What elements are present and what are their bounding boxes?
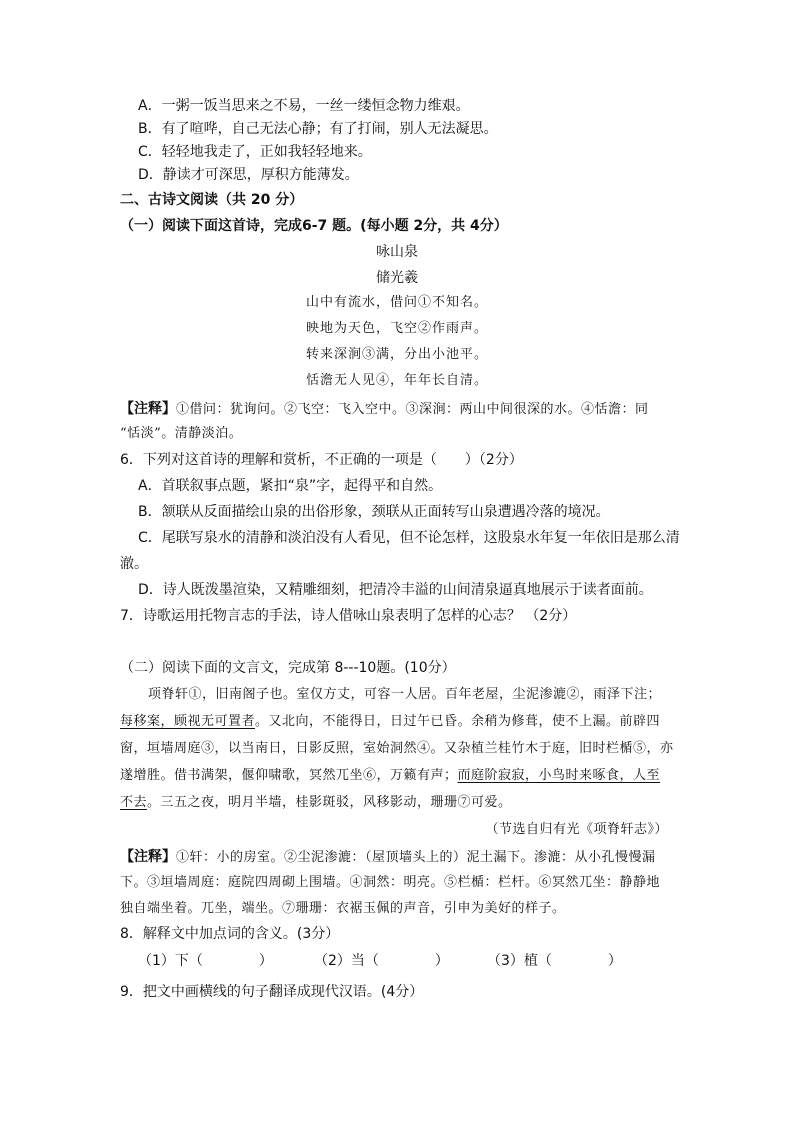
poem-note-text: ①借问：犹询问。②飞空：飞入空中。③深涧：两山中间很深的水。④恬澹：同 [176,402,649,417]
underlined-sentence-2: 而庭阶寂寂，小鸟时来啄食，人至 [457,768,661,783]
poem-note-line-1 [120,397,649,422]
poem-note-line-2: “恬淡”。清静淡泊。 [120,426,243,441]
poem-line-1: 山中有流水，借问①不知名。 [305,295,488,310]
note-label: 【注释】 [120,401,176,417]
q6-option-c: C．尾联写泉水的清静和淡泊没有人看见，但不论怎样，这股泉水年复一年依旧是那么清 [138,530,680,546]
prose-line-4 [120,764,660,788]
poem-line-3: 转来深涧③满，分出小池平。 [305,347,488,362]
option-d: D．静读才可深思，厚积方能薄发。 [138,167,359,183]
prose-note-line-1 [120,845,656,870]
prose-line-2 [120,710,660,734]
q8-item-3: （3）植（ ） [487,953,622,969]
option-a: A．一粥一饭当思来之不易，一丝一缕恒念物力维艰。 [138,98,470,114]
q6-option-d: D．诗人既泼墨渲染，又精雕细刻，把清冷丰溢的山间清泉逼真地展示于读者面前。 [138,582,653,598]
prose-line-3: 窗，垣墙周庭③，以当南日，日影反照，室始洞然④。又杂植兰桂竹木于庭，旧时栏楯⑤，亦 [120,741,674,756]
q8-stem: 8．解释文中加点词的含义。(3分） [120,926,340,942]
underlined-sentence-2-cont: 不去 [120,795,148,810]
q8-item-2: （2）当（ ） [314,953,449,969]
underlined-sentence-1: 每移案，顾视无可置者 [120,714,256,729]
prose-line-1: 项脊轩①，旧南阁子也。室仅方丈，可容一人居。百年老屋，尘泥渗漉②，雨泽下注； [148,687,662,702]
prose-note-line-3: 独自端坐着。兀坐，端坐。⑦珊珊：衣裾玉佩的声音，引申为美好的样子。 [120,901,566,916]
poem-line-4: 恬澹无人见④，年年长自清。 [305,373,488,388]
prose-text: 。三五之夜，明月半墙，桂影斑驳，风移影动，珊珊⑦可爱。 [147,795,512,810]
q6-option-c-cont: 澈。 [120,556,148,572]
poem-line-2: 映地为天色，飞空②作雨声。 [305,321,488,336]
q7-stem: 7．诗歌运用托物言志的手法，诗人借咏山泉表明了怎样的心志？ （2分） [120,608,577,624]
q6-stem: 6．下列对这首诗的理解和赏析，不正确的一项是（ ）（2分） [120,452,523,468]
prose-note-line-2: 下。③垣墙周庭：庭院四周砌上围墙。④洞然：明亮。⑤栏楯：栏杆。⑥冥然兀坐：静静地 [120,875,661,890]
part2-title: （二）阅读下面的文言文，完成第 8---10题。(10分） [120,660,456,676]
prose-text: 。又北向，不能得日，日过午已昏。余稍为修葺，使不上漏。前辟四 [255,714,661,729]
q8-item-1: （1）下（ ） [138,953,273,969]
q6-option-b: B．颔联从反面描绘山泉的出俗形象，颈联从正面转写山泉遭遇冷落的境况。 [138,504,610,520]
poem-author: 储光羲 [376,270,418,286]
option-b: B．有了喧哗，自己无法心静；有了打闹，别人无法凝思。 [138,121,498,137]
q9-stem: 9．把文中画横线的句子翻译成现代汉语。(4分） [120,984,424,1000]
part1-title: （一）阅读下面这首诗，完成6-7 题。(每小题 2分，共 4分） [120,218,508,234]
prose-source: （节选自归有光《项脊轩志》） [485,822,668,837]
poem-title: 咏山泉 [376,244,418,260]
prose-line-5 [120,791,512,815]
section-title: 二、古诗文阅读（共 20 分） [120,192,304,208]
prose-note-text: ①轩：小的房室。②尘泥渗漉：（屋顶墙头上的）泥土漏下。渗漉：从小孔慢慢漏 [176,850,656,865]
note-label: 【注释】 [120,849,176,865]
q6-option-a: A．首联叙事点题，紧扣“泉”字，起得平和自然。 [138,478,443,494]
option-c: C．轻轻地我走了，正如我轻轻地来。 [138,144,372,160]
prose-text: 遂增胜。借书满架，偃仰啸歌，冥然兀坐⑥，万籁有声； [120,768,458,783]
